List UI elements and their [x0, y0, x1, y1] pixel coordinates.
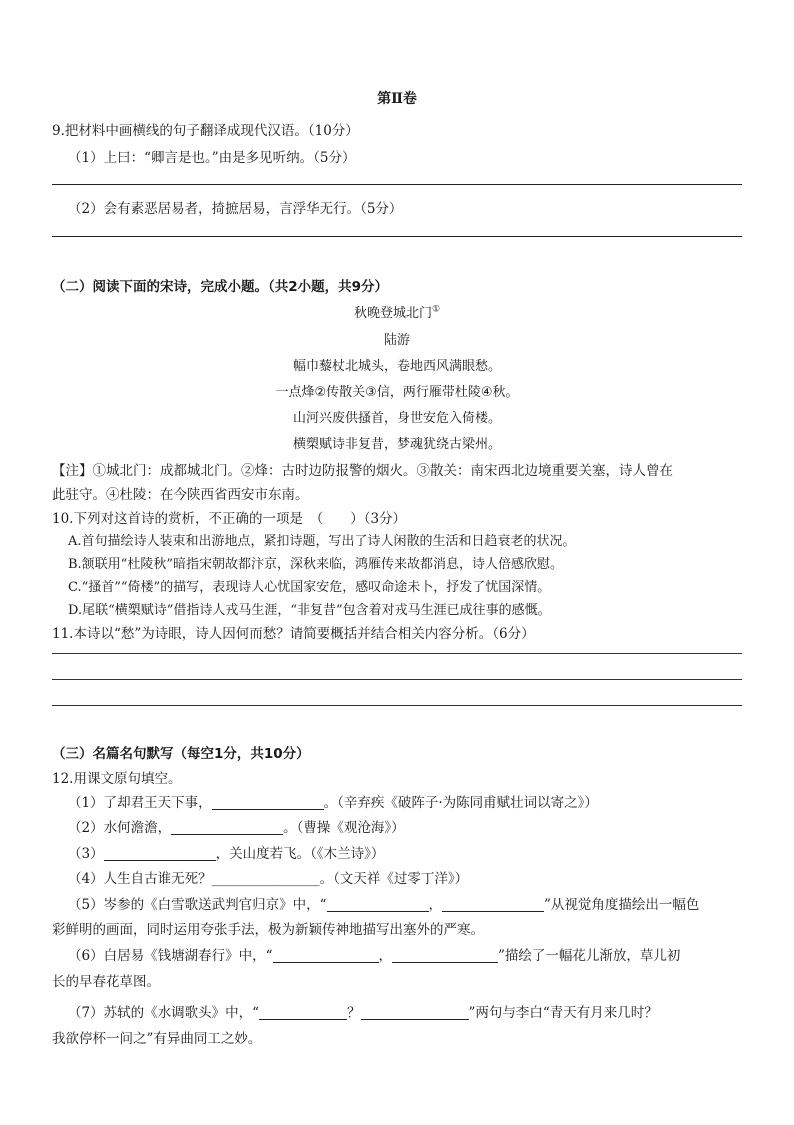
poem-line: 幅巾藜杖北城头，卷地西风满眼愁。	[292, 359, 501, 374]
fill-blank[interactable]	[259, 1005, 347, 1020]
fill-blank[interactable]	[273, 948, 379, 963]
section-title: 第Ⅱ卷	[377, 91, 417, 107]
fill-text: ”描绘了一幅花儿渐放，草儿初	[498, 948, 681, 964]
answer-line[interactable]	[52, 184, 742, 185]
fill-item-3	[68, 842, 384, 862]
poem-line: 横槊赋诗非复昔，梦魂犹绕古梁州。	[292, 437, 501, 452]
poem-line: 山河兴废供搔首，身世安危入倚楼。	[292, 411, 501, 426]
fill-text: （7）苏轼的《水调歌头》中，“	[68, 1005, 259, 1021]
fill-blank[interactable]	[327, 897, 429, 912]
fill-text: （5）岑参的《白雪歌送武判官归京》中，“	[68, 897, 327, 913]
fill-text: 。（辛弃疾《破阵子·为陈同甫赋壮词以寄之》）	[323, 795, 598, 811]
poem-title	[0, 302, 794, 321]
fill-item-6-cont: 长的早春花草图。	[52, 974, 160, 990]
q9-part2: （2）会有素恶居易者，掎摭居易，言浮华无行。（5分）	[68, 201, 403, 217]
answer-line[interactable]	[52, 705, 742, 706]
poem-line: 一点烽②传散关③信，两行雁带杜陵④秋。	[275, 385, 519, 400]
part3-header: （三）名篇名句默写（每空1分，共10分）	[52, 746, 310, 762]
q9-stem: 9.把材料中画横线的句子翻译成现代汉语。（10分）	[52, 123, 359, 139]
poem-note: 此驻守。④杜陵：在今陕西省西安市东南。	[52, 487, 309, 503]
poem-title-note: ①	[431, 304, 441, 315]
poem-note: 【注】①城北门：成都城北门。②烽：古时边防报警的烟火。③散关：南宋西北边境重要关塞，诗人曾在	[52, 463, 673, 479]
fill-item-4[interactable]: （4）人生自古谁无死？________________。（文天祥《过零丁洋》）	[68, 871, 469, 887]
fill-text: ？	[347, 1005, 361, 1021]
fill-blank[interactable]	[212, 795, 324, 810]
fill-text: ，关山度若飞。（《木兰诗》）	[215, 846, 385, 862]
fill-item-7	[68, 1001, 658, 1021]
fill-text: （2）水何澹澹，	[68, 820, 172, 836]
fill-text: 。（曹操《观沧海》）	[283, 820, 405, 836]
answer-line[interactable]	[52, 653, 742, 654]
q10-option-c[interactable]: C.“搔首”“倚楼”的描写，表现诗人心忧国家安危，感叹命途未卜，抒发了忧国深情。	[68, 580, 551, 595]
fill-blank[interactable]	[361, 1005, 469, 1020]
q11-stem: 11.本诗以“愁”为诗眼，诗人因何而愁？请简要概括并结合相关内容分析。（6分）	[52, 626, 535, 642]
q12-stem: 12.用课文原句填空。	[52, 771, 182, 787]
fill-text: （1）了却君王天下事，	[68, 795, 212, 811]
fill-blank[interactable]	[392, 948, 498, 963]
fill-text: （6）白居易《钱塘湖春行》中，“	[68, 948, 273, 964]
fill-item-1	[68, 791, 598, 811]
fill-text: ，	[428, 897, 442, 913]
fill-item-7-cont: 我欲停杯一问之”有异曲同工之妙。	[52, 1031, 262, 1047]
answer-line[interactable]	[52, 679, 742, 680]
q10-option-d[interactable]: D.尾联“横槊赋诗”借指诗人戎马生涯，“非复昔”包含着对戎马生涯已成往事的感慨。	[68, 603, 551, 618]
fill-text: ，	[378, 948, 392, 964]
fill-text: ”从视觉角度描绘出一幅色	[544, 897, 700, 913]
poem-title-text: 秋晚登城北门	[353, 306, 432, 321]
q10-stem: 10.下列对这首诗的赏析，不正确的一项是 （ ）（3分）	[52, 511, 407, 527]
fill-blank[interactable]	[442, 897, 544, 912]
fill-blank[interactable]	[104, 846, 216, 861]
poem-author: 陆游	[383, 333, 410, 348]
fill-text: （3）	[68, 846, 104, 862]
fill-item-5	[68, 893, 699, 913]
fill-item-2	[68, 816, 405, 836]
fill-item-5-cont: 彩鲜明的画面，同时运用夸张手法，极为新颖传神地描写出塞外的严寒。	[52, 922, 484, 938]
q10-option-a[interactable]: A.首句描绘诗人装束和出游地点，紧扣诗题，写出了诗人闲散的生活和日趋衰老的状况。	[68, 534, 576, 549]
q9-part1: （1）上曰：“卿言是也。”由是多见听纳。（5分）	[68, 150, 356, 166]
fill-blank[interactable]	[171, 820, 283, 835]
answer-line[interactable]	[52, 236, 742, 237]
fill-item-6	[68, 944, 680, 964]
fill-text: ”两句与李白“青天有月来几时？	[468, 1005, 658, 1021]
q10-option-b[interactable]: B.颔联用“杜陵秋”暗指宋朝故都汴京，深秋来临，鸿雁传来故都消息，诗人倍感欣慰。	[68, 557, 563, 572]
part2-header: （二）阅读下面的宋诗，完成小题。（共2小题，共9分）	[52, 279, 389, 295]
